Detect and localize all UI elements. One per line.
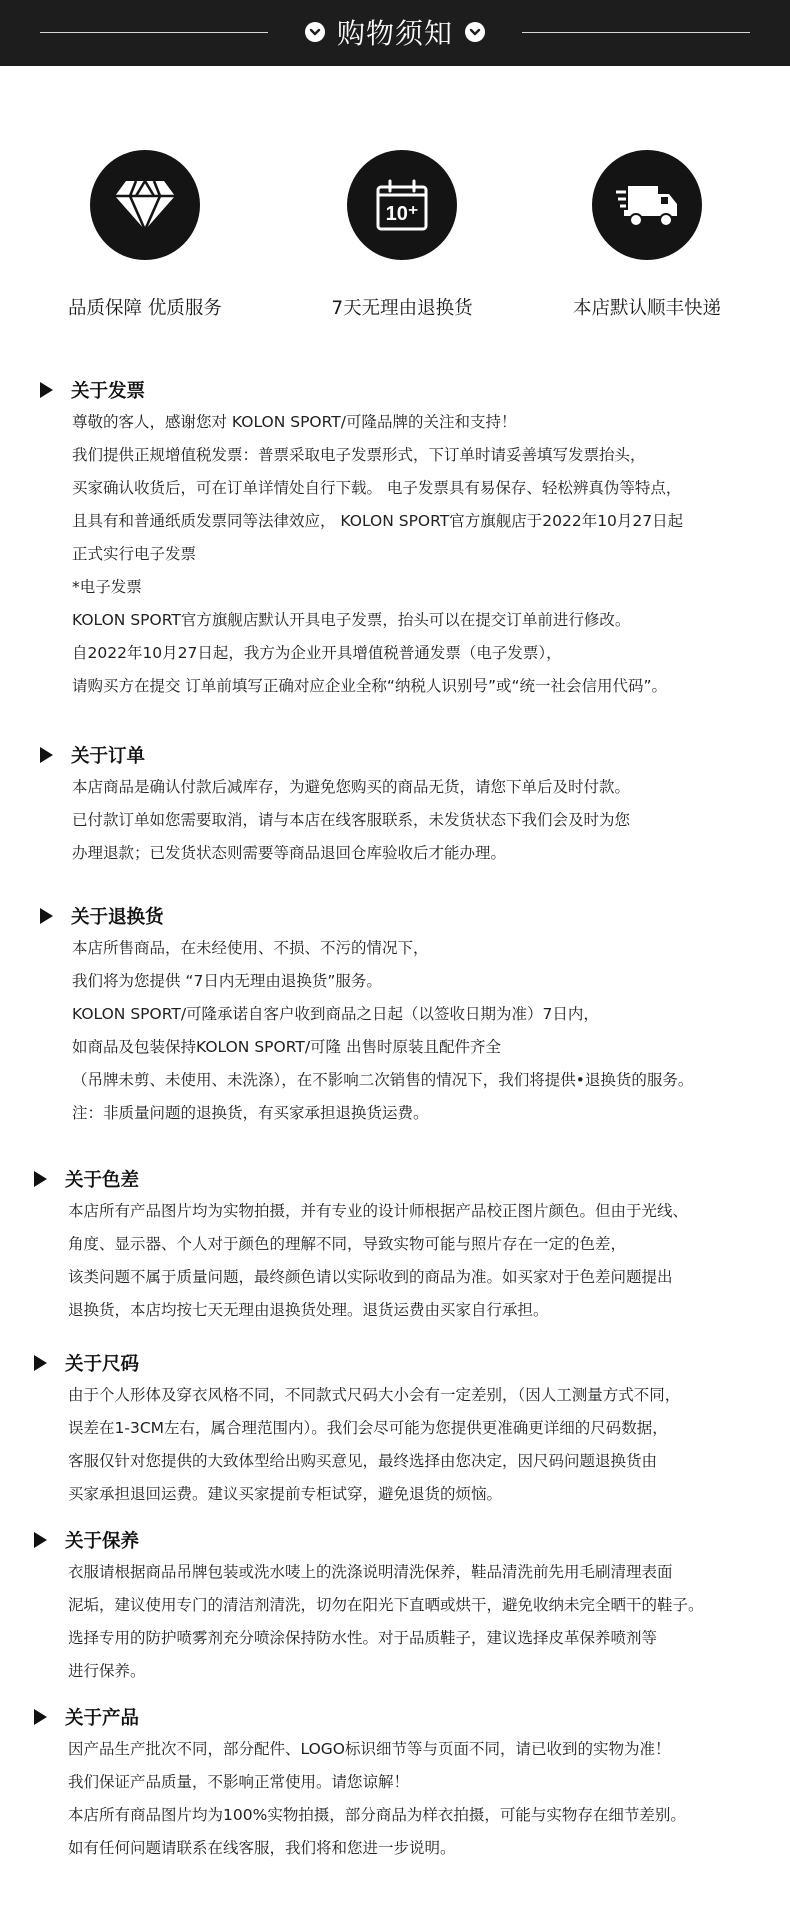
section-line: KOLON SPORT官方旗舰店默认开具电子发票，抬头可以在提交订单前进行修改。 <box>72 611 631 629</box>
section-line: 本店所有商品图片均为100%实物拍摄，部分商品为样衣拍摄，可能与实物存在细节差别。 <box>68 1806 686 1824</box>
section-color-difference <box>34 1165 688 1327</box>
section-care <box>34 1526 704 1688</box>
chevron-down-icon <box>465 22 485 42</box>
section-title-text: 关于保养 <box>65 1531 140 1552</box>
chevron-down-icon <box>305 22 325 42</box>
section-line: 本店商品是确认付款后减库存，为避免您购买的商品无货，请您下单后及时付款。 <box>72 778 631 796</box>
section-body <box>68 1556 704 1688</box>
section-product <box>34 1703 686 1865</box>
triangle-bullet-icon <box>40 908 53 924</box>
section-line: 请购买方在提交 订单前填写正确对应企业全称“纳税人识别号”或“统一社会信用代码”。 <box>72 677 668 695</box>
triangle-bullet-icon <box>34 1355 47 1371</box>
header-divider-left <box>40 32 268 33</box>
section-line: 已付款订单如您需要取消，请与本店在线客服联系，未发货状态下我们会及时为您 <box>72 811 631 829</box>
section-line: 办理退款；已发货状态则需要等商品退回仓库验收后才能办理。 <box>72 844 507 862</box>
section-line: 本店所售商品，在未经使用、不损、不污的情况下， <box>72 939 429 957</box>
section-line: 角度、显示器、个人对于颜色的理解不同，导致实物可能与照片存在一定的色差， <box>68 1235 627 1253</box>
header-title-group <box>295 14 495 50</box>
svg-text:10⁺: 10⁺ <box>385 203 419 225</box>
feature-label: 本店默认顺丰快递 <box>572 298 721 319</box>
section-line: 客服仅针对您提供的大致体型给出购买意见，最终选择由您决定，因尺码问题退换货由 <box>68 1452 658 1470</box>
section-title <box>34 1526 704 1554</box>
section-line: 由于个人形体及穿衣风格不同，不同款式尺码大小会有一定差别，（因人工测量方式不同， <box>68 1386 681 1404</box>
section-title-text: 关于产品 <box>65 1708 140 1729</box>
section-title-text: 关于发票 <box>71 381 146 402</box>
triangle-bullet-icon <box>34 1532 47 1548</box>
section-line: 衣服请根据商品吊牌包装或洗水唛上的洗涤说明清洗保养，鞋品清洗前先用毛刷清理表面 <box>68 1563 673 1581</box>
section-line: 买家承担退回运费。建议买家提前专柜试穿，避免退货的烦恼。 <box>68 1485 503 1503</box>
section-line: 泥垢，建议使用专门的清洁剂清洗，切勿在阳光下直晒或烘干，避免收纳未完全晒干的鞋子。 <box>68 1596 704 1614</box>
section-body <box>72 406 683 703</box>
section-body <box>68 1379 680 1511</box>
section-invoice <box>40 376 683 703</box>
section-line: 因产品生产批次不同，部分配件、LOGO标识细节等与页面不同，请已收到的实物为准！ <box>68 1740 671 1758</box>
feature-quality <box>35 150 255 320</box>
section-line: 买家确认收货后，可在订单详情处自行下载。 电子发票具有易保存、轻松辨真伪等特点， <box>72 479 682 497</box>
section-title <box>40 376 683 404</box>
section-title <box>40 902 693 930</box>
feature-return-policy <box>292 150 512 320</box>
section-line: 自2022年10月27日起，我方为企业开具增值税普通发票（电子发票）， <box>72 644 562 662</box>
section-line: 我们保证产品质量，不影响正常使用。请您谅解！ <box>68 1773 410 1791</box>
section-title <box>34 1703 686 1731</box>
delivery-truck-icon <box>592 150 702 260</box>
section-title-text: 关于订单 <box>71 746 146 767</box>
section-line: 选择专用的防护喷雾剂充分喷涂保持防水性。对于品质鞋子，建议选择皮革保养喷剂等 <box>68 1629 658 1647</box>
section-line: KOLON SPORT/可隆承诺自客户收到商品之日起（以签收日期为准）7日内， <box>72 1005 599 1023</box>
section-line: 尊敬的客人，感谢您对 KOLON SPORT/可隆品牌的关注和支持！ <box>72 413 517 431</box>
service-features <box>0 150 790 320</box>
section-line: 正式实行电子发票 <box>72 545 197 563</box>
triangle-bullet-icon <box>34 1171 47 1187</box>
calendar-10-icon <box>347 150 457 260</box>
section-title <box>40 741 630 769</box>
section-title-text: 关于尺码 <box>65 1354 140 1375</box>
section-line: 且具有和普通纸质发票同等法律效应， KOLON SPORT官方旗舰店于2022年10月27日起 <box>72 512 684 530</box>
section-line: 该类问题不属于质量问题，最终颜色请以实际收到的商品为准。如买家对于色差问题提出 <box>68 1268 673 1286</box>
section-order <box>40 741 630 870</box>
section-body <box>68 1195 688 1327</box>
section-body <box>72 771 630 870</box>
diamond-icon <box>90 150 200 260</box>
header-bar <box>0 0 790 66</box>
section-line: 退换货，本店均按七天无理由退换货处理。退货运费由买家自行承担。 <box>68 1301 549 1319</box>
section-title-text: 关于退换货 <box>71 907 164 928</box>
section-line: （吊牌未剪、未使用、未洗涤），在不影响二次销售的情况下，我们将提供•退换货的服务。 <box>72 1071 694 1089</box>
feature-delivery <box>537 150 757 320</box>
triangle-bullet-icon <box>40 382 53 398</box>
section-line: 我们提供正规增值税发票：普票采取电子发票形式，下订单时请妥善填写发票抬头， <box>72 446 646 464</box>
page-title: 购物须知 <box>336 17 453 50</box>
header-divider-right <box>522 32 750 33</box>
section-line: *电子发票 <box>72 578 142 596</box>
section-line: 我们将为您提供 “7日内无理由退换货”服务。 <box>72 972 382 990</box>
triangle-bullet-icon <box>34 1709 47 1725</box>
section-title <box>34 1165 688 1193</box>
section-line: 误差在1-3CM左右，属合理范围内）。我们会尽可能为您提供更准确更详细的尺码数据， <box>68 1419 668 1437</box>
section-line: 进行保养。 <box>68 1662 146 1680</box>
section-returns <box>40 902 693 1130</box>
section-title-text: 关于色差 <box>65 1170 140 1191</box>
feature-label: 品质保障 优质服务 <box>68 298 222 319</box>
section-line: 本店所有产品图片均为实物拍摄，并有专业的设计师根据产品校正图片颜色。但由于光线、 <box>68 1202 689 1220</box>
section-line: 如商品及包装保持KOLON SPORT/可隆 出售时原装且配件齐全 <box>72 1038 501 1056</box>
triangle-bullet-icon <box>40 747 53 763</box>
section-size <box>34 1349 680 1511</box>
section-title <box>34 1349 680 1377</box>
section-body <box>68 1733 686 1865</box>
feature-label: 7天无理由退换货 <box>331 298 473 319</box>
section-body <box>72 932 693 1130</box>
section-line: 如有任何问题请联系在线客服，我们将和您进一步说明。 <box>68 1839 456 1857</box>
section-line: 注：非质量问题的退换货，有买家承担退换货运费。 <box>72 1104 429 1122</box>
